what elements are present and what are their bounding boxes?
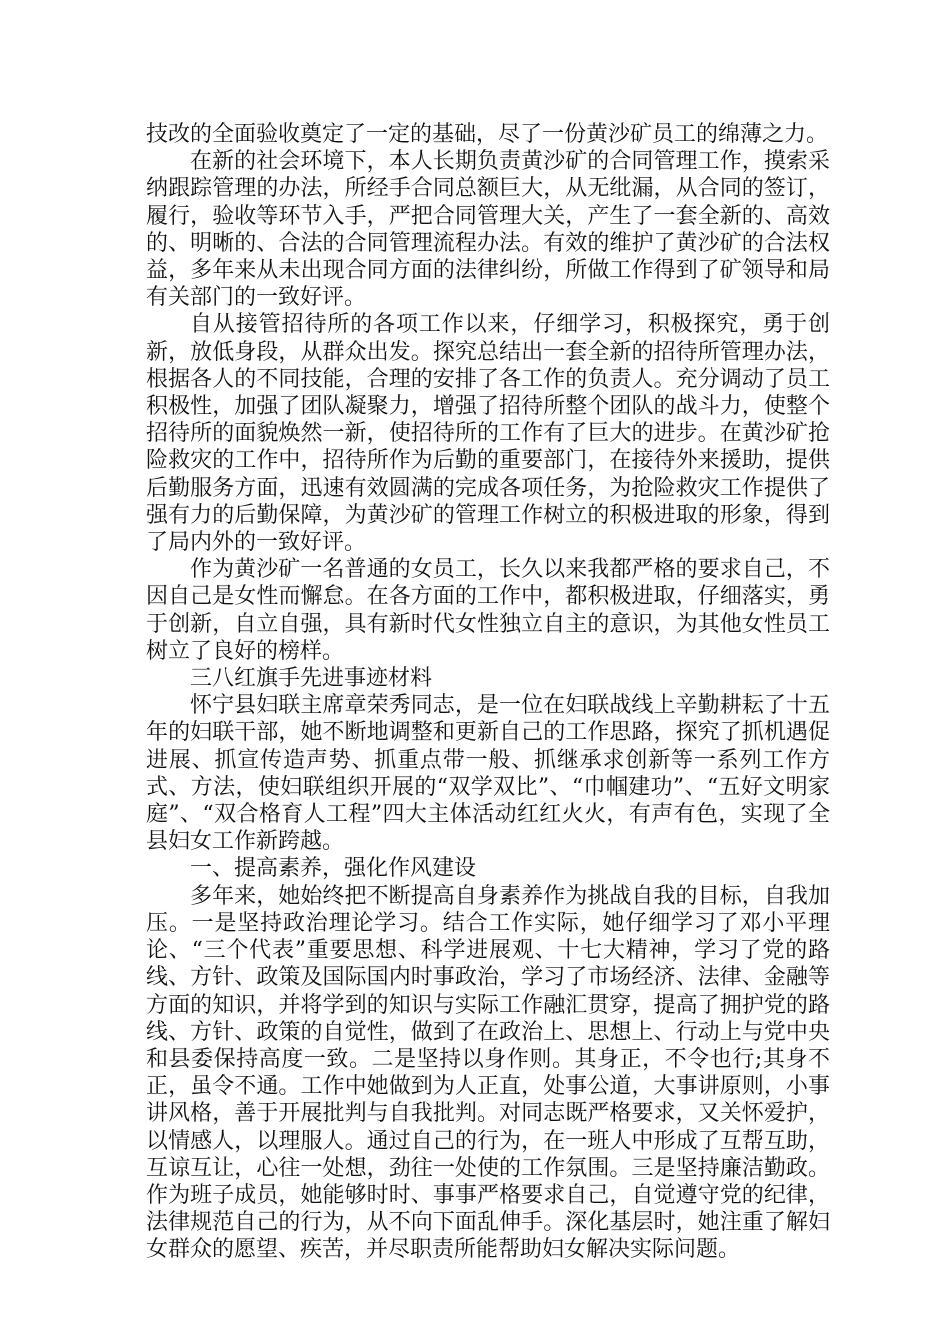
paragraph-1: 技改的全面验收奠定了一定的基础，尽了一份黄沙矿员工的绵薄之力。 xyxy=(146,122,829,147)
section-title: 三八红旗手先进事迹材料 xyxy=(190,666,433,692)
paragraph-contract-management: 在新的社会环境下，本人长期负责黄沙矿的合同管理工作，摸索采纳跟踪管理的办法，所经手合同总额巨大，从无纰漏，从合同的签订，履行，验收等环节入手，严把合同管理大关，产生了一套全新的、高效的、明晰的、合法的合同管理流程办法。有效的维护了黄沙矿的合法权益，多年来从未出现合同方面的法律纠纷，所做工作得到了矿领导和局有关部门的一致好评。 xyxy=(146,149,830,311)
paragraph-self-improvement: 多年来，她始终把不断提高自身素养作为挑战自我的目标，自我加压。一是坚持政治理论学习。结合工作实际，她仔细学习了邓小平理论、“三个代表”重要思想、科学进展观、十七大精神，学习了党的路线、方针、政策及国际国内时事政治，学习了市场经济、法律、金融等方面的知识，并将学到的知识与实际工作融汇贯穿，提高了拥护党的路线、方针、政策的自觉性，做到了在政治上、思想上、行动上与党中央和县委保持高度一致。二是坚持以身作则。其身正，不令也行;其身不正，虽令不通。工作中她做到为人正直，处事公道，大事讲原则，小事讲风格，善于开展批判与自我批判。对同志既严格要求，又关怀爱护，以情感人，以理服人。通过自己的行为，在一班人中形成了互帮互助，互谅互让，心往一处想，劲往一处使的工作氛围。三是坚持廉洁勤政。作为班子成员，她能够时时、事事严格要求自己，自觉遵守党的纪律，法律规范自己的行为，从不向下面乱伸手。深化基层时，她注重了解妇女群众的愿望、疾苦，并尽职责所能帮助妇女解决实际问题。 xyxy=(146,883,830,1263)
section-heading-1: 一、提高素养，强化作风建设 xyxy=(190,856,477,882)
paragraph-intro: 怀宁县妇联主席章荣秀同志，是一位在妇联战线上辛勤耕耘了十五年的妇联干部，她不断地调整和更新自己的工作思路，探究了抓机遇促进展、抓宣传造声势、抓重点带一般、抓继承求创新等一系列工作方式、方法，使妇联组织开展的“双学双比”、“巾帼建功”、“五好文明家庭”、“双合格育人工程”四大主体活动红红火火，有声有色，实现了全县妇女工作新跨越。 xyxy=(146,693,830,855)
paragraph-guesthouse: 自从接管招待所的各项工作以来，仔细学习，积极探究，勇于创新，放低身段，从群众出发。探究总结出一套全新的招待所管理办法，根据各人的不同技能，合理的安排了各工作的负责人。充分调动了员工积极性，加强了团队凝聚力，增强了招待所整个团队的战斗力，使整个招待所的面貌焕然一新，使招待所的工作有了巨大的进步。在黄沙矿抢险救灾的工作中，招待所作为后勤的重要部门，在接待外来援助，提供后勤服务方面，迅速有效圆满的完成各项任务，为抢险救灾工作提供了强有力的后勤保障，为黄沙矿的管理工作树立的积极进取的形象，得到了局内外的一致好评。 xyxy=(146,312,830,556)
paragraph-female-employee: 作为黄沙矿一名普通的女员工，长久以来我都严格的要求自己，不因自己是女性而懈怠。在各方面的工作中，都积极进取，仔细落实，勇于创新，自立自强，具有新时代女性独立自主的意识，为其他女性员工树立了良好的榜样。 xyxy=(146,557,830,664)
